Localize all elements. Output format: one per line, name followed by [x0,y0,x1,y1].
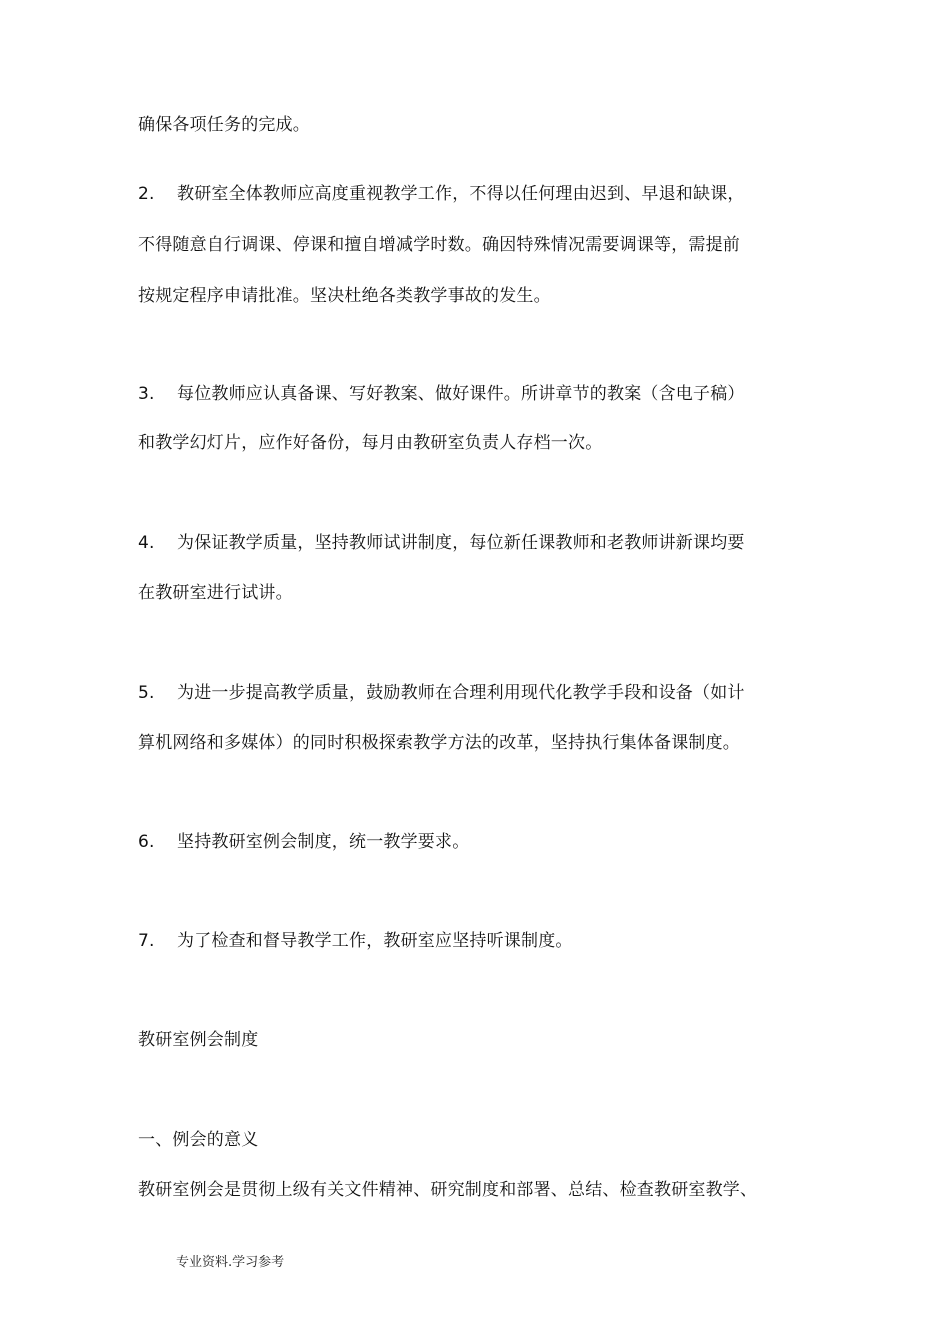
list-item-text: 算机网络和多媒体）的同时积极探索教学方法的改革，坚持执行集体备课制度。 [138,733,740,753]
list-number: 4. [138,533,155,553]
list-number: 3. [138,384,155,404]
list-number: 6. [138,832,155,852]
section-title: 教研室例会制度 [138,1030,259,1050]
list-item-text: 和教学幻灯片，应作好备份，每月由教研室负责人存档一次。 [138,433,603,453]
list-item-text: 为进一步提高教学质量，鼓励教师在合理利用现代化教学手段和设备（如计 [177,683,745,703]
list-item-text: 按规定程序申请批准。坚决杜绝各类教学事故的发生。 [138,286,551,306]
list-item-text: 为保证教学质量，坚持教师试讲制度，每位新任课教师和老教师讲新课均要 [177,533,745,553]
page-footer: 专业资料.学习参考 [176,1255,285,1270]
subsection-paragraph: 教研室例会是贯彻上级有关文件精神、研究制度和部署、总结、检查教研室教学、 [138,1180,758,1200]
list-item-text: 每位教师应认真备课、写好教案、做好课件。所讲章节的教案（含电子稿） [177,384,745,404]
list-item-text: 为了检查和督导教学工作，教研室应坚持听课制度。 [177,931,573,951]
list-item-text: 坚持教研室例会制度，统一教学要求。 [177,832,470,852]
list-item-text: 不得随意自行调课、停课和擅自增减学时数。确因特殊情况需要调课等，需提前 [138,235,740,255]
list-item-text: 在教研室进行试讲。 [138,583,293,603]
list-number: 2. [138,184,155,204]
list-item-text: 教研室全体教师应高度重视教学工作，不得以任何理由迟到、早退和缺课， [177,184,745,204]
subsection-title: 一、例会的意义 [138,1130,259,1150]
list-number: 5. [138,683,155,703]
list-number: 7. [138,931,155,951]
paragraph-continued: 确保各项任务的完成。 [138,115,310,135]
